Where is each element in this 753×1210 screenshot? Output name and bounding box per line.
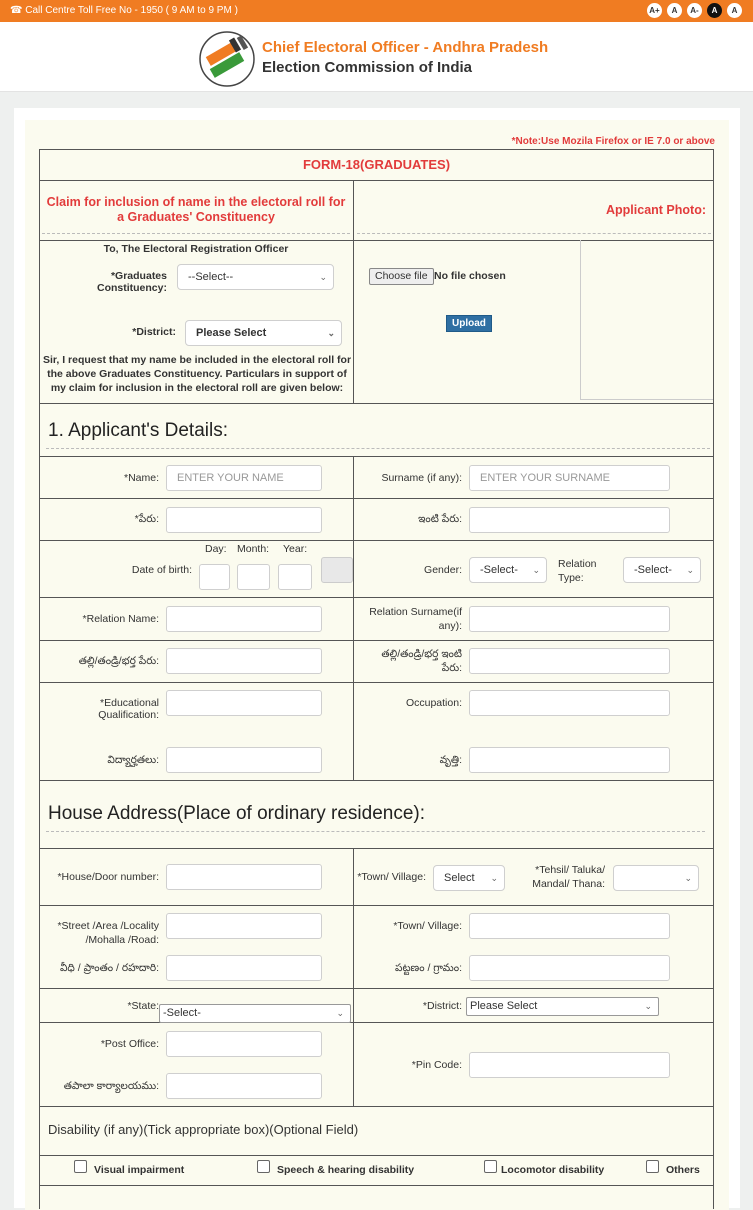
- chevron-down-icon: ⌄: [684, 873, 692, 883]
- tehsil-label: *Tehsil/ Taluka/ Mandal/ Thana:: [532, 864, 605, 890]
- house-address-heading: House Address(Place of ordinary residence):: [48, 803, 426, 824]
- telugu-occupation-input[interactable]: [469, 747, 670, 773]
- visual-impairment-label: Visual impairment: [94, 1164, 185, 1176]
- relation-name-label: *Relation Name:: [82, 613, 159, 625]
- chevron-down-icon: ⌄: [644, 1001, 652, 1011]
- telugu-relation-surname-label: తల్లి/తండ్రి/భర్త ఇంటి పేరు:: [381, 648, 462, 674]
- gender-label: Gender:: [424, 564, 462, 576]
- occupation-label: Occupation:: [405, 697, 462, 709]
- dob-month-label: Month:: [237, 543, 270, 555]
- post-office-label: *Post Office:: [100, 1038, 159, 1050]
- street-label: *Street /Area /Locality /Mohalla /Road:: [57, 920, 159, 946]
- speech-hearing-label: Speech & hearing disability: [277, 1164, 415, 1176]
- choose-file-button[interactable]: Choose file: [369, 268, 434, 285]
- locomotor-checkbox[interactable]: [484, 1160, 497, 1173]
- contrast-dark-button[interactable]: A: [707, 3, 722, 18]
- header-title-eci: Election Commission of India: [262, 59, 473, 76]
- form-grid: [39, 149, 714, 1209]
- telugu-name-input[interactable]: [166, 507, 322, 533]
- name-label: *Name:: [123, 472, 159, 484]
- font-size-increase-button[interactable]: A+: [647, 3, 662, 18]
- disability-heading: Disability (if any)(Tick appropriate box)(Optional Field): [48, 1122, 359, 1137]
- telugu-name-label: *పేరు:: [134, 513, 159, 525]
- telugu-relation-name-input[interactable]: [166, 648, 322, 674]
- constituency-label: *Graduates Constituency:: [96, 270, 167, 294]
- address-district-select[interactable]: Please Select ⌄: [466, 997, 659, 1016]
- relation-name-input[interactable]: [166, 606, 322, 632]
- gender-select[interactable]: -Select- ⌄: [469, 557, 547, 583]
- claim-heading: Claim for inclusion of name in the electoral roll for a Graduates' Constituency: [46, 195, 346, 224]
- dob-day-label: Day:: [205, 543, 227, 555]
- dob-day-input[interactable]: [199, 564, 230, 590]
- surname-input[interactable]: ENTER YOUR SURNAME: [469, 465, 670, 491]
- town-village-2-label: *Town/ Village:: [393, 920, 462, 932]
- no-file-text: No file chosen: [434, 270, 506, 282]
- chevron-down-icon: ⌄: [327, 328, 335, 338]
- district-select[interactable]: Please Select ⌄: [185, 320, 342, 346]
- speech-hearing-checkbox[interactable]: [257, 1160, 270, 1173]
- calendar-button[interactable]: [321, 557, 353, 583]
- dob-year-label: Year:: [283, 543, 308, 555]
- door-number-label: *House/Door number:: [57, 871, 159, 883]
- door-number-input[interactable]: [166, 864, 322, 890]
- dob-year-input[interactable]: [278, 564, 312, 590]
- pin-code-input[interactable]: [469, 1052, 670, 1078]
- state-select[interactable]: -Select- ⌄: [159, 1004, 351, 1023]
- name-input[interactable]: ENTER YOUR NAME: [166, 465, 322, 491]
- applicant-details-heading: 1. Applicant's Details:: [48, 420, 228, 441]
- chevron-down-icon: ⌄: [490, 873, 498, 883]
- post-office-input[interactable]: [166, 1031, 322, 1057]
- telugu-post-office-input[interactable]: [166, 1073, 322, 1099]
- font-size-normal-button[interactable]: A: [667, 3, 682, 18]
- telugu-education-input[interactable]: [166, 747, 322, 773]
- constituency-select[interactable]: --Select-- ⌄: [177, 264, 334, 290]
- telugu-post-office-label: తపాలా కార్యాలయము:: [63, 1080, 159, 1092]
- eci-logo-icon: [196, 30, 258, 88]
- relation-surname-input[interactable]: [469, 606, 670, 632]
- dob-month-input[interactable]: [237, 564, 270, 590]
- telugu-street-label: వీధి / ప్రాంతం / రహదారి:: [59, 962, 159, 974]
- pin-code-label: *Pin Code:: [411, 1059, 462, 1071]
- visual-impairment-checkbox[interactable]: [74, 1160, 87, 1173]
- chevron-down-icon: ⌄: [532, 565, 540, 575]
- browser-note: *Note:Use Mozila Firefox or IE 7.0 or above: [511, 136, 715, 147]
- state-label: *State:: [127, 1000, 159, 1012]
- telugu-relation-name-label: తల్లి/తండ్రి/భర్త పేరు:: [78, 655, 159, 667]
- font-size-decrease-button[interactable]: A-: [687, 3, 702, 18]
- form-title: FORM-18(GRADUATES): [302, 157, 451, 172]
- contrast-light-button[interactable]: A: [727, 3, 742, 18]
- telugu-occupation-label: వృత్తి:: [439, 754, 462, 766]
- upload-button[interactable]: Upload: [446, 315, 492, 332]
- education-input[interactable]: [166, 690, 322, 716]
- tehsil-select[interactable]: [613, 865, 699, 891]
- district-label: *District:: [132, 326, 176, 338]
- telugu-street-input[interactable]: [166, 955, 322, 981]
- telugu-town-label: పట్టణం / గ్రామం:: [394, 962, 462, 974]
- telugu-surname-input[interactable]: [469, 507, 670, 533]
- town-village-select[interactable]: Select ⌄: [433, 865, 505, 891]
- telugu-surname-label: ఇంటి పేరు:: [418, 513, 462, 525]
- to-ero-text: To, The Electoral Registration Officer: [103, 243, 289, 255]
- top-bar: [0, 0, 753, 22]
- chevron-down-icon: ⌄: [686, 565, 694, 575]
- relation-surname-label: Relation Surname(if any):: [369, 606, 462, 632]
- street-input[interactable]: [166, 913, 322, 939]
- relation-type-label: Relation Type:: [558, 558, 597, 584]
- chevron-down-icon: ⌄: [319, 272, 327, 282]
- others-label: Others: [666, 1164, 700, 1176]
- address-district-label: *District:: [422, 1000, 462, 1012]
- occupation-input[interactable]: [469, 690, 670, 716]
- site-header: [0, 22, 753, 92]
- others-checkbox[interactable]: [646, 1160, 659, 1173]
- telugu-relation-surname-input[interactable]: [469, 648, 670, 674]
- town-village-2-input[interactable]: [469, 913, 670, 939]
- chevron-down-icon: ⌄: [336, 1008, 344, 1018]
- header-title-cea: Chief Electoral Officer - Andhra Pradesh: [262, 39, 549, 56]
- applicant-photo-label: Applicant Photo:: [606, 203, 706, 217]
- request-text: Sir, I request that my name be included in the electoral roll for the above Graduates Constituency. Particulars in support of my claim for inclusion in the electoral roll are given below:: [42, 354, 352, 394]
- surname-label: Surname (if any):: [381, 472, 462, 484]
- dob-label: Date of birth:: [131, 564, 192, 576]
- education-label: *Educational Qualification:: [98, 697, 159, 721]
- call-centre-text: ☎ Call Centre Toll Free No - 1950 ( 9 AM to 9 PM ): [10, 5, 238, 16]
- town-village-label: *Town/ Village:: [357, 871, 426, 883]
- telugu-education-label: విద్యార్హతలు:: [107, 754, 159, 766]
- locomotor-label: Locomotor disability: [501, 1164, 605, 1176]
- telugu-town-input[interactable]: [469, 955, 670, 981]
- relation-type-select[interactable]: -Select- ⌄: [623, 557, 701, 583]
